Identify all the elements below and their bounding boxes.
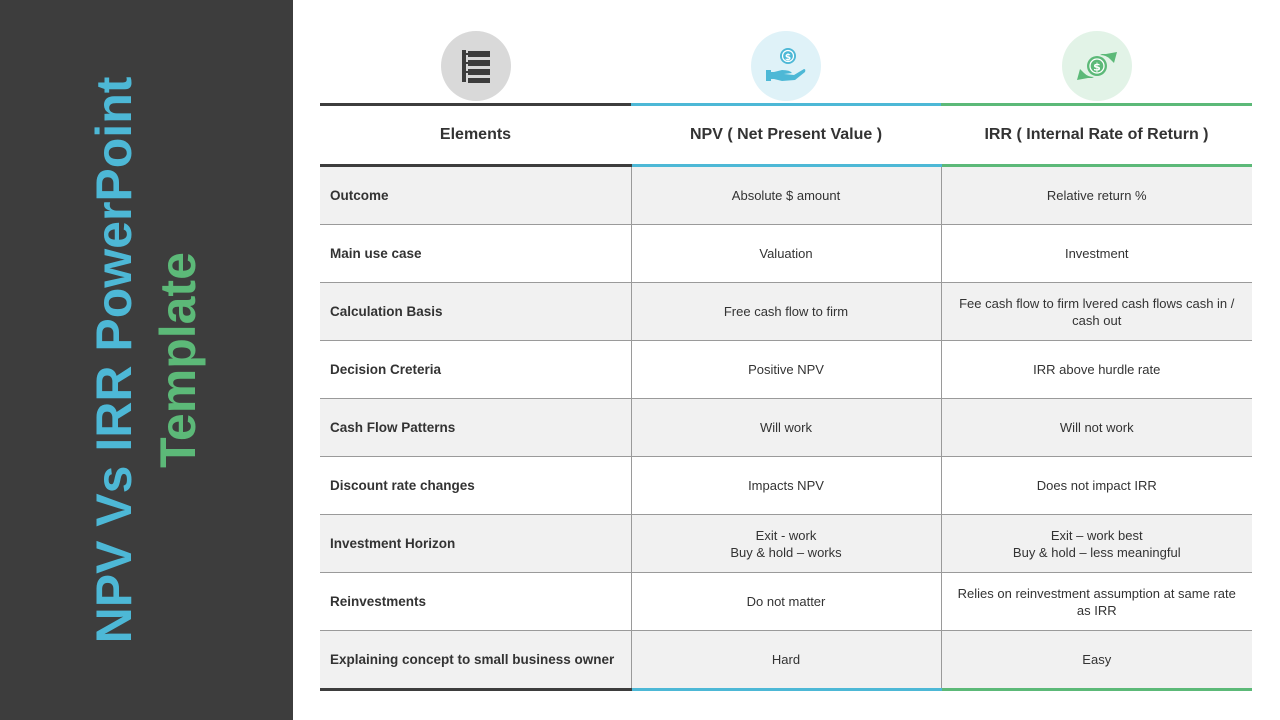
title-panel: [0, 0, 293, 720]
row-label: Decision Creteria: [320, 341, 631, 399]
row-label: Explaining concept to small business owner: [320, 631, 631, 690]
npv-cell: [631, 515, 941, 573]
table-row: [320, 457, 1252, 515]
npv-cell: Absolute $ amount: [631, 166, 941, 225]
hand-coin-icon: [751, 31, 821, 101]
header-row: [320, 105, 1252, 166]
row-label: Investment Horizon: [320, 515, 631, 573]
npv-cell: Free cash flow to firm: [631, 283, 941, 341]
irr-cell: Does not impact IRR: [941, 457, 1252, 515]
irr-cell: Will not work: [941, 399, 1252, 457]
npv-line-1: Exit - work: [755, 527, 817, 543]
irr-line-2: Buy & hold – less meaningful: [1012, 544, 1181, 560]
table-row: [320, 515, 1252, 573]
irr-cell: Investment: [941, 225, 1252, 283]
row-label: Outcome: [320, 166, 631, 225]
npv-cell: Impacts NPV: [631, 457, 941, 515]
irr-line-1: Exit – work best: [1050, 527, 1143, 543]
title-line-1: NPV Vs IRR PowerPoint: [86, 76, 142, 644]
header-irr: IRR ( Internal Rate of Return ): [941, 105, 1252, 166]
row-label: Calculation Basis: [320, 283, 631, 341]
page-title: [82, 77, 210, 644]
row-label: Cash Flow Patterns: [320, 399, 631, 457]
npv-cell: Hard: [631, 631, 941, 690]
irr-cell: Fee cash flow to firm lvered cash flows cash in / cash out: [941, 283, 1252, 341]
table-row: [320, 573, 1252, 631]
row-label: Reinvestments: [320, 573, 631, 631]
list-icon: [441, 31, 511, 101]
svg-text:$: $: [1093, 60, 1101, 74]
irr-cell: Easy: [941, 631, 1252, 690]
row-label: Main use case: [320, 225, 631, 283]
irr-cell: IRR above hurdle rate: [941, 341, 1252, 399]
svg-text:$: $: [784, 53, 792, 63]
header-elements: Elements: [320, 105, 631, 166]
npv-cell: Will work: [631, 399, 941, 457]
table-row: [320, 399, 1252, 457]
table-row: [320, 225, 1252, 283]
irr-cell: Relative return %: [941, 166, 1252, 225]
table-row: [320, 631, 1252, 690]
table-row: [320, 166, 1252, 225]
title-line-2: Template: [150, 252, 206, 468]
irr-cell: Relies on reinvestment assumption at same rate as IRR: [941, 573, 1252, 631]
dollar-cycle-icon: [1062, 31, 1132, 101]
npv-cell: Valuation: [631, 225, 941, 283]
comparison-table: [320, 103, 1252, 691]
npv-cell: Do not matter: [631, 573, 941, 631]
irr-cell: [941, 515, 1252, 573]
row-label: Discount rate changes: [320, 457, 631, 515]
header-npv: NPV ( Net Present Value ): [631, 105, 941, 166]
table-row: [320, 283, 1252, 341]
npv-cell: Positive NPV: [631, 341, 941, 399]
table-row: [320, 341, 1252, 399]
npv-line-2: Buy & hold – works: [730, 544, 842, 560]
